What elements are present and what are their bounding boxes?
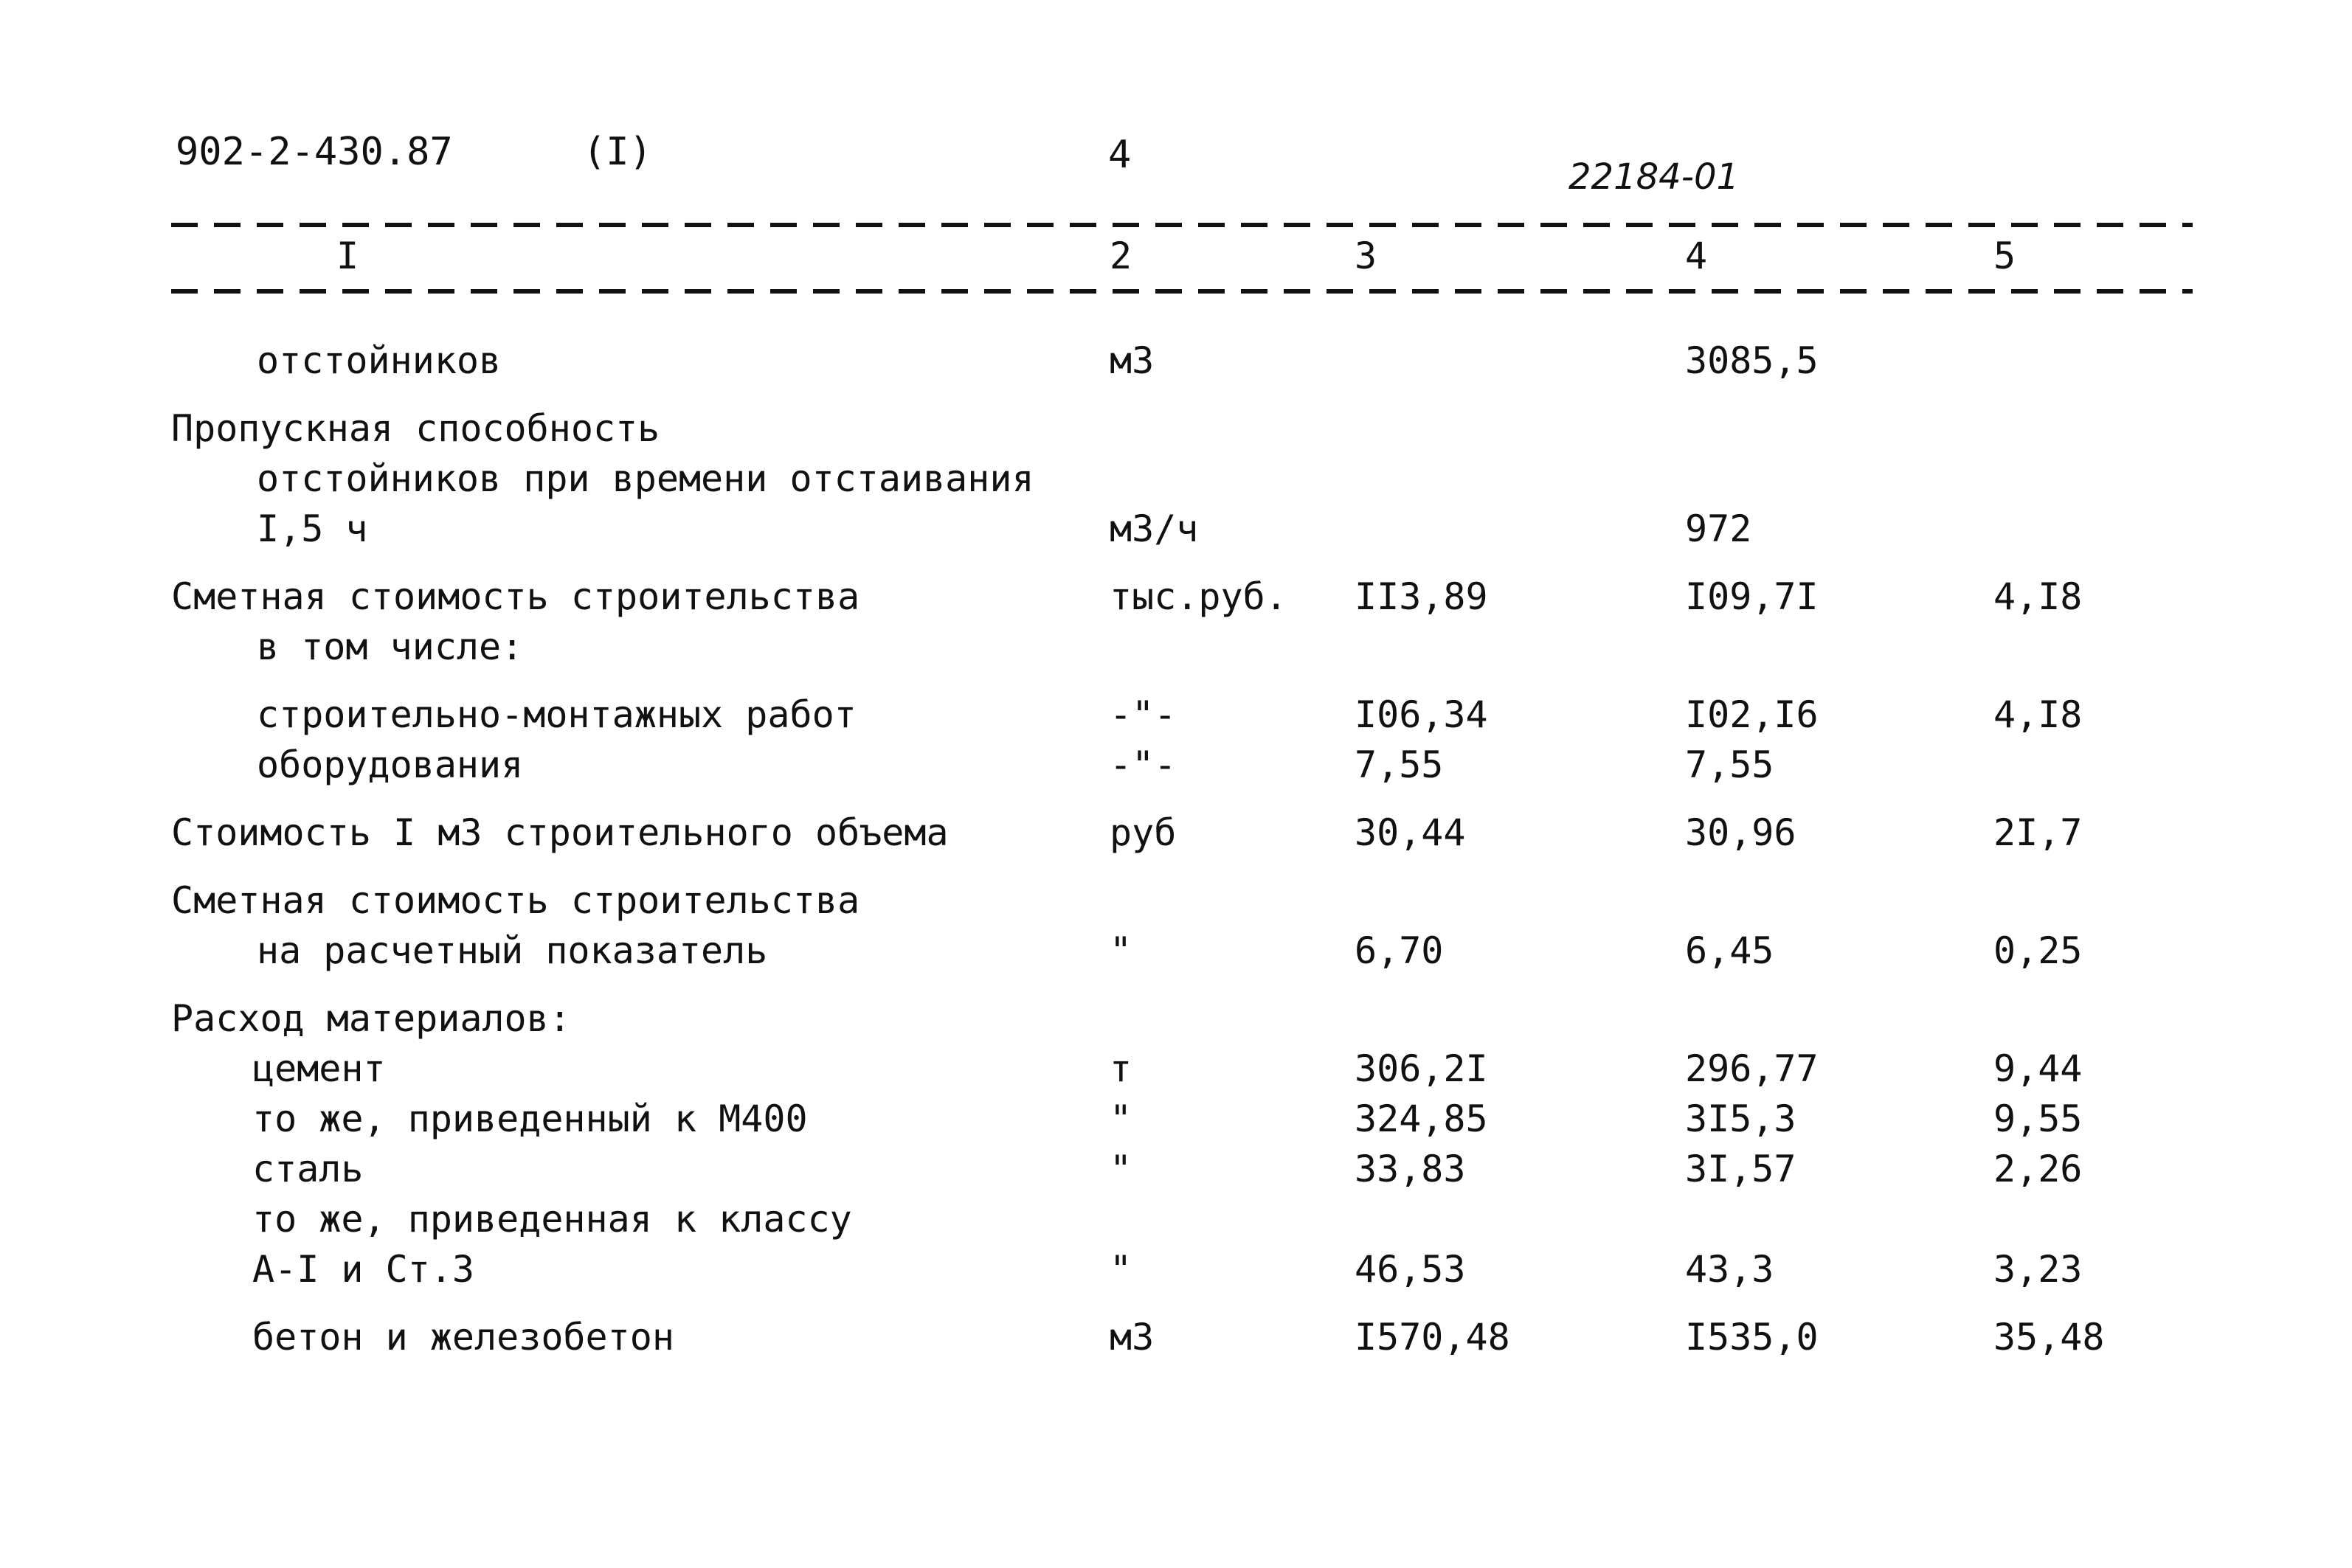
row-value-col4: 3085,5 [1685,339,1819,382]
row-label: сталь [252,1148,364,1190]
row-value-col4: 3I,57 [1685,1148,1796,1190]
row-unit: -"- [1110,743,1177,786]
column-header-1: I [336,235,359,277]
row-value-col3: I06,34 [1355,693,1488,736]
row-value-col4: I09,7I [1685,575,1819,618]
row-unit: м3 [1110,339,1155,382]
row-label: отстойников при времени отстаивания [257,457,1034,500]
row-value-col4: 3I5,3 [1685,1097,1796,1140]
row-value-col5: 2,26 [1993,1148,2083,1190]
row-value-col4: 7,55 [1685,743,1774,786]
row-value-col3: 306,2I [1355,1047,1488,1090]
row-label: цемент [252,1047,386,1090]
document-code: 902-2-430.87 [176,130,453,174]
row-label: А-I и Ст.3 [252,1248,475,1291]
row-value-col3: 6,70 [1355,929,1444,972]
row-value-col3: 46,53 [1355,1248,1466,1291]
row-label: Сметная стоимость строительства [171,575,860,618]
row-unit: руб [1110,811,1177,854]
row-value-col4: 43,3 [1685,1248,1774,1291]
row-label: оборудования [257,743,524,786]
row-label: Сметная стоимость строительства [171,879,860,922]
row-value-col4: 6,45 [1685,929,1774,972]
row-value-col3: II3,89 [1355,575,1488,618]
row-value-col3: I570,48 [1355,1316,1510,1359]
row-unit: м3/ч [1110,507,1199,550]
row-unit: " [1110,1148,1132,1190]
row-value-col3: 324,85 [1355,1097,1488,1140]
document-part: (I) [583,130,652,174]
row-value-col3: 33,83 [1355,1148,1466,1190]
row-unit: т [1110,1047,1132,1090]
header-top-rule [171,223,2193,227]
row-value-col3: 7,55 [1355,743,1444,786]
row-label: отстойников [257,339,502,382]
row-value-col5: 2I,7 [1993,811,2083,854]
row-label: в том числе: [257,625,524,668]
row-label: бетон и железобетон [252,1316,674,1359]
row-label: Расход материалов: [171,997,571,1040]
row-label: на расчетный показатель [257,929,768,972]
row-value-col5: 9,44 [1993,1047,2083,1090]
row-unit: " [1110,1097,1132,1140]
row-value-col3: 30,44 [1355,811,1466,854]
row-value-col4: I02,I6 [1685,693,1819,736]
column-header-5: 5 [1993,235,2016,277]
row-value-col4: 972 [1685,507,1752,550]
row-unit: " [1110,929,1132,972]
page-number: 4 [1108,133,1132,177]
row-unit: " [1110,1248,1132,1291]
row-unit: -"- [1110,693,1177,736]
row-label: Стоимость I м3 строительного объема [171,811,949,854]
column-header-4: 4 [1685,235,1708,277]
row-label: I,5 ч [257,507,368,550]
row-value-col4: I535,0 [1685,1316,1819,1359]
row-value-col4: 30,96 [1685,811,1796,854]
inventory-number: 22184-01 [1568,156,1740,198]
row-value-col5: 9,55 [1993,1097,2083,1140]
row-label: то же, приведенный к М400 [252,1097,808,1140]
row-unit: тыс.руб. [1110,575,1287,618]
row-label: Пропускная способность [171,407,660,450]
column-header-2: 2 [1110,235,1132,277]
column-header-3: 3 [1355,235,1377,277]
row-value-col5: 4,I8 [1993,575,2083,618]
row-value-col5: 4,I8 [1993,693,2083,736]
row-value-col5: 3,23 [1993,1248,2083,1291]
header-bottom-rule [171,289,2193,294]
row-label: строительно-монтажных работ [257,693,857,736]
row-unit: м3 [1110,1316,1155,1359]
row-value-col5: 35,48 [1993,1316,2105,1359]
row-label: то же, приведенная к классу [252,1198,852,1241]
row-value-col4: 296,77 [1685,1047,1819,1090]
row-value-col5: 0,25 [1993,929,2083,972]
